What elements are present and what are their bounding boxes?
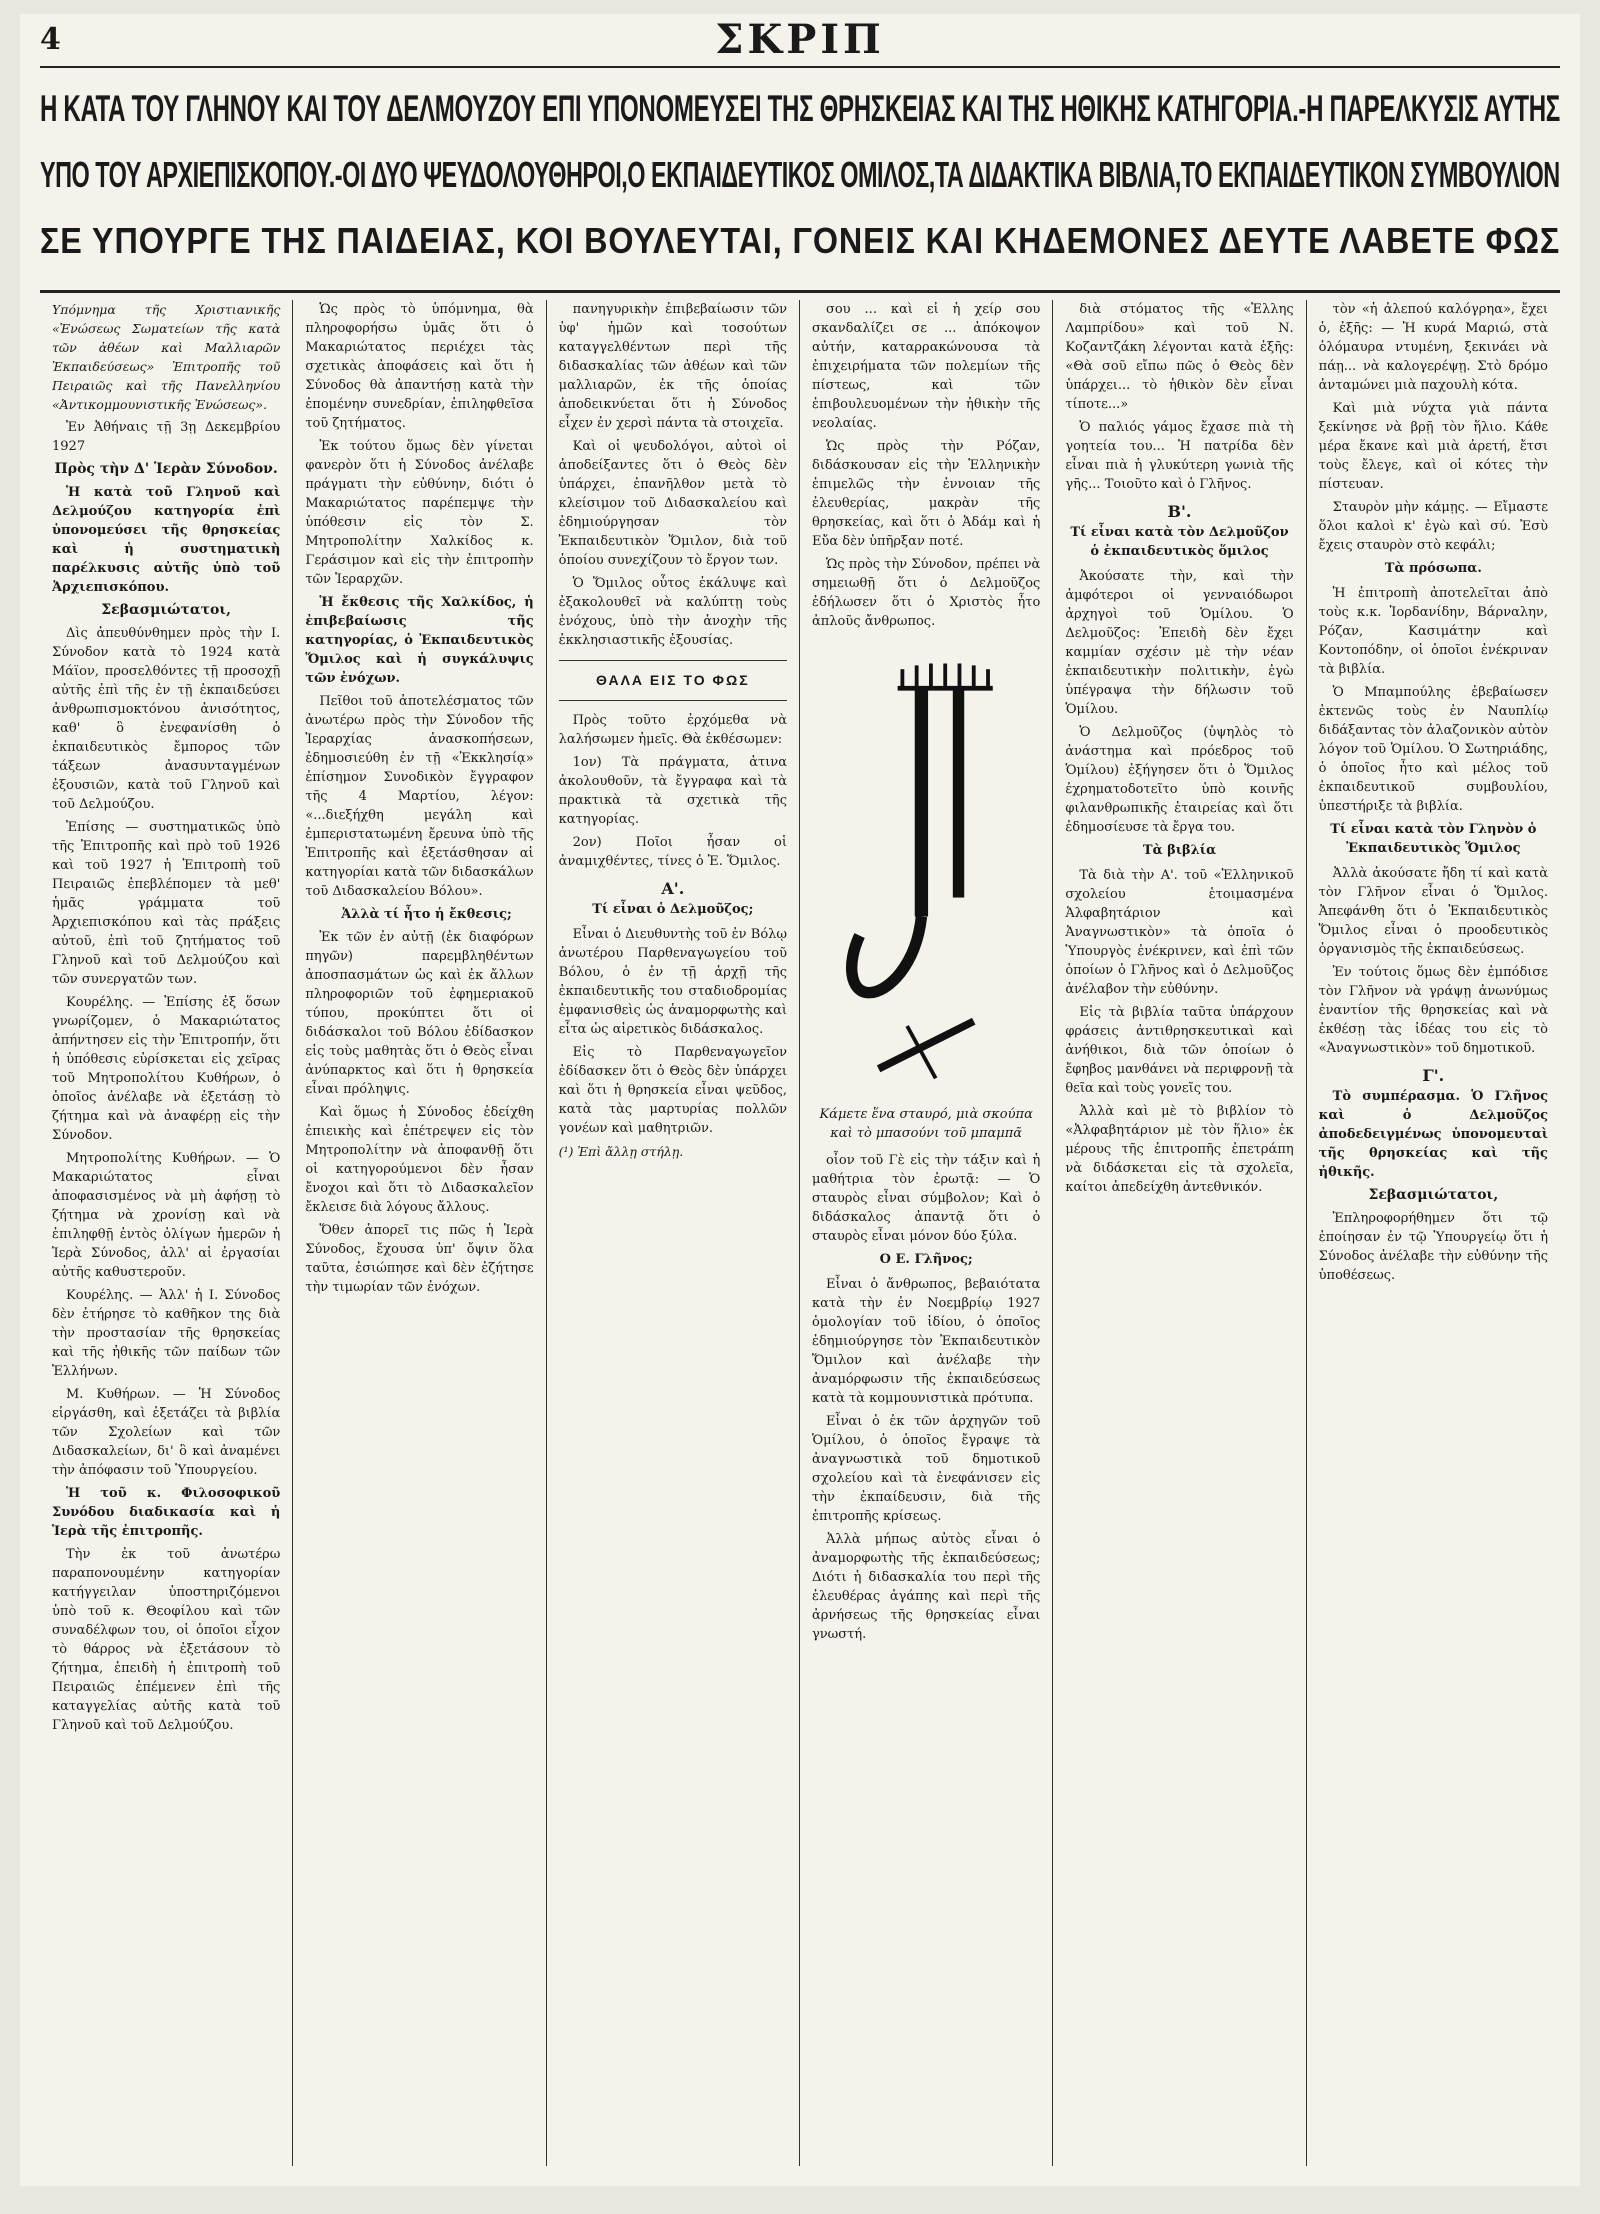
paragraph: πανηγυρικὴν ἐπιβεβαίωσιν τῶν ὑφ' ἡμῶν καὶ τοσούτων καταγγελθέντων περὶ τῆς διδασκαλίας τῶν ἀθέων καὶ τῶν μαλλιαρῶν, ἐκ τῆς ὁποίας ἀποδεικνύεται ὅτι ἡ Σύνοδος εἶχεν ἐν χερσὶ πάντα τὰ στοιχεῖα. <box>558 302 787 431</box>
headline-line-1: Η ΚΑΤΑ ΤΟΥ ΓΛΗΝΟΥ ΚΑΙ ΤΟΥ ΔΕΛΜΟΥΖΟΥ ΕΠΙ ΥΠΟΝΟΜΕΥΣΕΙ ΤΗΣ ΘΡΗΣΚΕΙΑΣ ΚΑΙ ΤΗΣ ΗΘΙΚΗΣ ΚΑΤΗΓΟΡΙΑ.-Η ΠΑΡΕΛΚΥΣΙΣ ΑΥΤΗΣ <box>40 88 1560 129</box>
paragraph: Ὅθεν ἀπορεῖ τις πῶς ἡ Ἱερὰ Σύνοδος, ἔχουσα ὑπ' ὄψιν ὅλα ταῦτα, ἐσιώπησε καὶ δὲν ἐζήτησε τὴν τιμωρίαν τῶν ἐνόχων. <box>305 1223 534 1295</box>
cross-broom-illustration <box>812 639 1040 1099</box>
memorandum-intro: Υπόμνημα τῆς Χριστιανικῆς «Ἑνώσεως Σωματείων τῆς κατὰ τῶν ἀθέων καὶ Μαλλιαρῶν Ἐκπαιδεύσεως» Ἐπιτροπῆς τοῦ Πειραιῶς καὶ τῆς Πανελληνίου «Ἀντικομμουνιστικῆς Ἑνώσεως». <box>52 302 281 412</box>
section-letter: Β'. <box>1167 502 1192 521</box>
paragraph: Ἐπίσης — συστηματικῶς ὑπὸ τῆς Ἐπιτροπῆς καὶ πρὸ τοῦ 1926 καὶ τοῦ 1927 ἡ Ἐπιτροπὴ τοῦ Πειραιῶς ἐπεβλέπομεν τὰ μεθ' ἡμᾶς γράμματα τοῦ Ἀρχιεπισκόπου καὶ τὰς πράξεις αὐτοῦ, ἐπὶ τοῦ ζητήματος τοῦ Γληνοῦ καὶ τοῦ Δελμούζου καὶ τῶν συνεργατῶν των. <box>52 820 281 987</box>
paragraph: Ἡ ἐπιτροπὴ ἀποτελεῖται ἀπὸ τοὺς κ.κ. Ἰορδανίδην, Βάρναλην, Ρόζαν, Κασιμάτην καὶ Κοντοπόδην, οἱ ὁποῖοι ἐνέκριναν τὰ βιβλία. <box>1318 586 1548 677</box>
question-heading: Ἀλλὰ τί ἦτο ἡ ἔκθεσις; <box>341 907 512 922</box>
paragraph: Κουρέλης. — Ἐπίσης ἐξ ὅσων γνωρίζομεν, ὁ Μακαριώτατος ἀπήντησεν εἰς τὴν Ἐπιτροπήν, ὅτι ἡ ὑπόθεσις εὑρίσκεται εἰς χεῖρας τοῦ Μητροπολίτου Κυθήρων, ὁ ὁποῖος ἀνέλαβε νὰ ἐξετάσῃ τὸ ζήτημα καὶ νὰ ἀναφέρῃ εἰς τὴν Σύνοδον. <box>52 995 281 1143</box>
section-title: Τί εἶναι κατὰ τὸν Γληνὸν ὁ Ἐκπαιδευτικὸς Ὅμιλος <box>1330 822 1537 856</box>
paragraph: Καὶ οἱ ψευδολόγοι, αὐτοὶ οἱ ἀποδείξαντες ὅτι ὁ Θεὸς δὲν ὑπάρχει, ἐπανῆλθον μετὰ τὸ κλείσιμον τοῦ Διδασκαλείου καὶ ἐδημιούργησαν τὸν Ἐκπαιδευτικὸν Ὅμιλον, διὰ τοῦ ὁποίου συνεχίζουν τὸ ἔργον των. <box>558 439 787 568</box>
masthead: ΣΚΡΙΠ <box>715 16 885 63</box>
section-title: Τί εἶναι ὁ Δελμοῦζος; <box>592 902 754 917</box>
salutation: Σεβασμιώτατοι, <box>1368 1187 1499 1203</box>
paragraph: Ἐπληροφορήθημεν ὅτι τῷ ἐποίησαν ἐν τῷ Ὑπουργείῳ ὅτι ἡ Σύνοδος ἀνέλαβε τὴν εὐθύνην τῆς ὑποθέσεως. <box>1318 1211 1548 1283</box>
divider <box>559 700 787 701</box>
divider <box>559 660 787 661</box>
section-title: Τὰ πρόσωπα. <box>1384 561 1482 576</box>
paragraph: 2ον) Ποῖοι ἦσαν οἱ ἀναμιχθέντες, τίνες ὁ Ἑ. Ὅμιλος. <box>558 835 787 869</box>
paragraph: Πεῖθοι τοῦ ἀποτελέσματος τῶν ἀνωτέρω πρὸς τὴν Σύνοδον τῆς Ἱεραρχίας ἀνασκοπήσεων, ἐδημοσιεύθη ἐν τῇ «Ἐκκλησίᾳ» ἐπίσημον Συνοδικὸν ἔγγραφον τῆς 4 Μαρτίου, λέγον: «...διεξήχθη μεγάλη καὶ ἐμπεριστατωμένη ἔρευνα ὑπὸ τῆς Ἐπιτροπῆς καὶ ἐξετάσθησαν αἱ κατηγορίαι κατὰ τῶν διδασκάλων τοῦ Διδασκαλείου Βόλου». <box>305 694 534 899</box>
headline-line-3: ΣΕ ΥΠΟΥΡΓΕ ΤΗΣ ΠΑΙΔΕΙΑΣ, ΚΟΙ ΒΟΥΛΕΥΤΑΙ, ΓΟΝΕΙΣ ΚΑΙ ΚΗΔΕΜΟΝΕΣ ΔΕΥΤΕ ΛΑΒΕΤΕ ΦΩΣ <box>40 220 1561 261</box>
illustration-caption: Κάμετε ἕνα σταυρό, μιὰ σκούπα καὶ τὸ μπασούνι τοῦ μπαμπᾶ <box>819 1107 1033 1141</box>
headline-block <box>40 76 1560 286</box>
paragraph: Τὰ διὰ τὴν Α'. τοῦ «Ἑλληνικοῦ σχολείου ἑτοιμασμένα Ἀλφαβητάριον καὶ Ἀναγνωστικὸν» τὰ ὁποῖα ὁ Ὑπουργὸς ἐνέκρινεν, καὶ ἐπὶ τῶν ὁποίων ὁ Γλῆνος καὶ ὁ Δελμοῦζος ἀνέλαβον τὴν εὐθύνην. <box>1065 868 1294 997</box>
paragraph: Ἀλλὰ καὶ μὲ τὸ βιβλίον τὸ «Ἀλφαβητάριον μὲ τὸν ἥλιο» ἐκ μέρους τῆς ἐπιτροπῆς ἐπετράπη νὰ διδάσκεται εἰς τὰ σχολεῖα, καίτοι ἀπεδείχθη ἀντεθνικόν. <box>1065 1104 1294 1195</box>
page-number: 4 <box>40 22 61 57</box>
paragraph: Ἀλλὰ μήπως αὐτὸς εἶναι ὁ ἀναμορφωτὴς τῆς ἐκπαιδεύσεως; Διότι ἡ διδασκαλία του περὶ τῆς ἐλευθέρας ἀγάπης καὶ περὶ τῆς ἀρνήσεως τῆς θρησκείας εἶναι γνωστή. <box>811 1532 1041 1642</box>
paragraph: σου ... καὶ εἰ ἡ χείρ σου σκανδαλίζει σε ... ἀπόκοψον αὐτήν, καταρρακώνουσα τὰ ἐπιχειρήματα τῶν πολεμίων τῆς πίστεως, καὶ τῶν ἐπιβουλευομένων τὴν ἠθικὴν τῆς νεολαίας. <box>811 302 1041 431</box>
column-3 <box>547 300 800 2166</box>
paragraph: Ἐκ τούτου ὅμως δὲν γίνεται φανερὸν ὅτι ἡ Σύνοδος ἀνέλαβε πράγματι τὴν εὐθύνην, διότι ὁ Μακαριώτατος παρέπεμψε τὴν ὑπόθεσιν εἰς τὸν Σ. Μητροπολίτην Χαλκίδος κ. Γεράσιμον καὶ εἰς τὴν ἐπιτροπὴν τῶν Ἱεραρχῶν. <box>305 439 534 587</box>
column-2 <box>293 300 546 2166</box>
conclusion-heading: Τὸ συμπέρασμα. Ὁ Γλῆνος καὶ ὁ Δελμοῦζος ἀποδεδειγμένως ὑπονομευταὶ τῆς θρησκείας καὶ τῆς ἠθικῆς. <box>1318 1089 1548 1180</box>
paragraph: τὸν «ἡ ἀλεπού καλόγρηα», ἔχει ὁ, ἐξῆς: — Ἡ κυρά Μαριώ, στὰ ὁλόμαυρα ντυμένη, ξεκινάει νὰ πάῃ... νὰ καλογερέψῃ. Στὸ δρόμο ἀνταμώνει μιὰ παχουλὴ κότα. <box>1318 302 1548 393</box>
section-title: Ο Ε. Γλῆνος; <box>879 1252 973 1267</box>
paragraph: Ὁ Ὅμιλος οὗτος ἐκάλυψε καὶ ἐξακολουθεῖ νὰ καλύπτῃ τοὺς ἐνόχους, ὑπὸ τὴν ἀνοχὴν τῆς ἐκκλησιαστικῆς ἐξουσίας. <box>558 576 787 648</box>
paragraph: Ὁ παλιός γάμος ἔχασε πιὰ τὴ γοητεία του... Ἡ πατρίδα δὲν εἶναι πιὰ ἡ γλυκύτερη γωνιὰ τῆς γῆς... Τοιοῦτο καὶ ὁ Γλῆνος. <box>1065 420 1294 492</box>
column-1 <box>40 300 293 2166</box>
paragraph: Κουρέλης. — Ἀλλ' ἡ Ι. Σύνοδος δὲν ἐτήρησε τὸ καθῆκον της διὰ τὴν προστασίαν τῆς θρησκείας καὶ τῆς ἠθικῆς τῶν παίδων τῶν Ἑλλήνων. <box>52 1288 281 1379</box>
newspaper-page <box>20 14 1580 2186</box>
subheading: Ἡ ἔκθεσις τῆς Χαλκίδος, ἡ ἐπιβεβαίωσις τῆς κατηγορίας, ὁ Ἐκπαιδευτικὸς Ὅμιλος καὶ ἡ συγκάλυψις τῶν ἐνόχων. <box>305 595 534 686</box>
paragraph: Εἰς τὸ Παρθεναγωγεῖον ἐδίδασκεν ὅτι ὁ Θεὸς δὲν ὑπάρχει καὶ ὅτι ἡ θρησκεία εἶναι ψεῦδος, κατὰ τὰς μαρτυρίας πολλῶν γονέων καὶ μαθητριῶν. <box>558 1045 787 1136</box>
paragraph: Ἐκ τῶν ἐν αὐτῇ (ἐκ διαφόρων πηγῶν) παρεμβληθέντων ἀποσπασμάτων ὡς καὶ ἐκ ἄλλων πληροφοριῶν τοῦ ἐφημεριακοῦ τύπου, προκύπτει ὅτι οἱ διδάσκαλοι τοῦ Βόλου ἐδίδασκον εἰς τοὺς μαθητὰς ὅτι ὁ Θεὸς εἶναι ἀνύπαρκτος καὶ ὅτι ἡ θρησκεία εἶναι πρόληψις. <box>305 930 534 1097</box>
column-6 <box>1307 300 1560 2166</box>
paragraph: Εἶναι ὁ ἄνθρωπος, βεβαιότατα κατὰ τὴν ἐν Νοεμβρίῳ 1927 ὁμολογίαν τοῦ ἰδίου, ὁ ὁποῖος ἐδημιούργησε τὸν Ἐκπαιδευτικὸν Ὅμιλον καὶ ἀνέλαβε τὴν ἀναμόρφωσιν τῆς ἐκπαιδεύσεως κατὰ τὰ κομμουνιστικὰ πρότυπα. <box>811 1277 1041 1406</box>
section-letter: Α'. <box>661 879 685 898</box>
paragraph: Δὶς ἀπευθύνθημεν πρὸς τὴν Ι. Σύνοδον κατὰ τὸ 1924 κατὰ Μάϊον, προσελθόντες τῇ προσοχῇ αὐτῆς ἐπὶ τῆς ἐν τῇ ἐκπαιδεύσει ἀνθρωπισμοκτόνου ἀνισότητος, καθ' ὃ ἐνεφανίσθη ὁ ἐκπαιδευτικὸς ἔμπορος τῶν τάξεων ἀνασυνταγμένων ἐξουσιῶν, κατὰ τοῦ Γληνοῦ καὶ τοῦ Δελμούζου. <box>52 626 281 812</box>
column-5 <box>1053 300 1306 2166</box>
dateline: Ἐν Ἀθήναις τῇ 3ῃ Δεκεμβρίου 1927 <box>52 420 281 454</box>
paragraph: Καὶ ὅμως ἡ Σύνοδος ἐδείχθη ἐπιεικὴς καὶ ἐπέτρεψεν εἰς τὸν Μητροπολίτην νὰ ἀποφανθῇ ὅτι οἱ κατηγορούμενοι δὲν ἦσαν ἔνοχοι καὶ ὅτι τὸ Διδασκαλεῖον ἔκλεισε διὰ λόγους ἄλλους. <box>305 1105 534 1215</box>
headline-rule <box>40 290 1560 293</box>
paragraph: Ἀλλὰ ἀκούσατε ἤδη τί καὶ κατὰ τὸν Γλῆνον εἶναι ὁ Ὅμιλος. Ἀπεφάνθη ὅτι ὁ Ἐκπαιδευτικὸς Ὅμιλος εἶναι ὁ προοδευτικὸς ὀργανισμὸς τῆς ἐκπαιδεύσεως. <box>1318 866 1548 957</box>
footnote: (¹) Ἐπὶ ἄλλῃ στήλῃ. <box>558 1144 684 1159</box>
section-heading: ΘΑΛΑ ΕΙΣ ΤΟ ΦΩΣ <box>595 672 750 688</box>
paragraph: Καὶ μιὰ νύχτα γιὰ πάντα ξεκίνησε νὰ βρῇ τὸν ἥλιο. Κάθε μέρα ἔκανε καὶ μιὰ ἀρετή, ἔτσι τοὺς ἔλεγε, καὶ οἱ κότες τὴν πίστευαν. <box>1318 401 1548 492</box>
section-title: Τί εἶναι κατὰ τὸν Δελμοῦζον ὁ ἐκπαιδευτικὸς ὅμιλος <box>1070 525 1289 559</box>
headline-line-2: ΥΠΟ ΤΟΥ ΑΡΧΙΕΠΙΣΚΟΠΟΥ.-ΟΙ ΔΥΟ ΨΕΥΔΟΛΟΥΘΗΡΟΙ,Ο ΕΚΠΑΙΔΕΥΤΙΚΟΣ ΟΜΙΛΟΣ,ΤΑ ΔΙΔΑΚΤΙΚΑ ΒΙΒΛΙΑ,ΤΟ ΕΚΠΑΙΔΕΥΤΙΚΟΝ ΣΥΜΒΟΥΛΙΟΝ <box>40 154 1560 195</box>
paragraph: Ὁ Δελμοῦζος (ὑψηλὸς τὸ ἀνάστημα καὶ πρόεδρος τοῦ Ὁμίλου) ἐξήγησεν ὅτι ὁ Ὅμιλος ἐχρηματοδοτεῖτο ὑπὸ κοινῆς φιλανθρωπικῆς ἑταιρείας καὶ ὅτι ἐδημοσίευσε τὰ ἔργα του. <box>1065 725 1294 835</box>
section-letter: Γ'. <box>1422 1066 1445 1085</box>
paragraph: Τὴν ἐκ τοῦ ἀνωτέρω παραπονουμένην κατηγορίαν κατήγγειλαν ὑποστηριζόμενοι ὑπὸ τοῦ κ. Θεοφίλου καὶ τῶν συναδέλφων του, οἱ ὁποῖοι εἶχον τὸ θάρρος νὰ ἐξετάσουν τὸ ζήτημα, ἐπειδὴ ἡ ἐπιτροπὴ τοῦ Πειραιῶς ἐπέμενεν ἐπὶ τῆς καταγγελίας αὐτῆς κατὰ τοῦ Γληνοῦ καὶ τοῦ Δελμούζου. <box>52 1547 281 1733</box>
cross-icon <box>879 1021 974 1078</box>
subheading: Ἡ τοῦ κ. Φιλοσοφικοῦ Συνόδου διαδικασία καὶ ἡ Ἱερὰ τῆς ἐπιτροπῆς. <box>52 1486 281 1539</box>
paragraph: 1ον) Τὰ πράγματα, ἀτινα ἀκολουθοῦν, τὰ ἔγγραφα καὶ τὰ πρακτικὰ τὰ σχετικὰ τῆς κατηγορίας. <box>558 755 787 827</box>
paragraph: Ὡς πρὸς τὴν Ρόζαν, διδάσκουσαν εἰς τὴν Ἑλληνικὴν ἐπιμελῶς τὴν ἐννοιαν τῆς ἐλευθερίας, μακρὰν τῆς θρησκείας, καὶ ὅτι ὁ Ἀδάμ καὶ ἡ Εὔα δὲν ὑπῆρξαν ποτέ. <box>811 439 1041 549</box>
top-bar <box>40 14 1560 68</box>
paragraph: Εἰς τὰ βιβλία ταῦτα ὑπάρχουν φράσεις ἀντιθρησκευτικαὶ καὶ ἀνήθικοι, διὰ τῶν ὁποίων ὁ ἔφηβος μανθάνει νὰ περιφρονῇ τὰ θεῖα καὶ τοὺς γονεῖς του. <box>1065 1005 1294 1096</box>
paragraph: διὰ στόματος τῆς «Ἑλλης Λαμπρίδου» καὶ τοῦ Ν. Κοζαντζάκη λέγονται κατὰ ἐξῆς: «Θὰ σοῦ εἴπω πῶς ὁ Θεὸς δὲν ὑπάρχει... τὸ ἡθικὸν δὲν εἶναι τίποτε...» <box>1065 302 1294 412</box>
paragraph: Εἶναι ὁ ἐκ τῶν ἀρχηγῶν τοῦ Ὁμίλου, ὁ ὁποῖος ἔγραψε τὰ ἀναγνωστικὰ τοῦ δημοτικοῦ σχολείου καὶ τὰ ἐνεφάνισεν εἰς τὴν ἐκπαίδευσιν, διὰ τῆς ἐπιτροπῆς κρίσεως. <box>811 1414 1041 1524</box>
paragraph: Ὡς πρὸς τὴν Σύνοδον, πρέπει νὰ σημειωθῇ ὅτι ὁ Δελμοῦζος ἐδήλωσεν ὅτι ὁ Χριστὸς ἦτο ἀπλοῦς ἄνθρωπος. <box>811 557 1041 629</box>
paragraph: Ὁ Μπαμπούλης ἐβεβαίωσεν ἐκτενῶς τοὺς ἐν Ναυπλίῳ διδάξαντας τὸν ἀλαζονικὸν αὐτὸν λόγον τοῦ Ὁμίλου. Ὁ Σωτηριάδης, ὁ ὁποῖος ἦτο καὶ μέλος τοῦ ἐκπαιδευτικοῦ συμβουλίου, ὑπεστήριξε τὰ βιβλία. <box>1318 685 1548 814</box>
paragraph: Μητροπολίτης Κυθήρων. — Ὁ Μακαριώτατος εἶναι ἀποφασισμένος νὰ μὴ ἀφήσῃ τὸ ζήτημα νὰ χρονίσῃ καὶ νὰ ἐπιληφθῇ ἐντὸς ὀλίγων ἡμερῶν ἡ Ἱερὰ Σύνοδος, ἀλλ' αἱ ἐργασίαι αὐτῆς καθυστεροῦν. <box>52 1151 281 1280</box>
paragraph: Εἶναι ὁ Διευθυντὴς τοῦ ἐν Βόλῳ ἀνωτέρου Παρθεναγωγείου τοῦ Βόλου, ὁ ἐν τῇ ἀρχῇ τῆς ἐκπαιδευτικῆς του σταδιοδρομίας ἐμφανισθεὶς ὡς ἀναμορφωτὴς καὶ εἶτα ὡς αἱρετικὸς διδάσκαλος. <box>558 927 787 1037</box>
article-columns <box>40 300 1560 2166</box>
broom-icon <box>898 663 993 688</box>
paragraph: Ὡς πρὸς τὸ ὑπόμνημα, θὰ πληροφορήσω ὑμᾶς ὅτι ὁ Μακαριώτατος περιέχει τὰς σχετικὰς ἀποφάσεις καὶ ὅτι ἡ Σύνοδος θὰ ἀπαντήσῃ κατὰ τὴν ἐπομένην συνεδρίαν, ἐπιληφθεῖσα τοῦ ζητήματος. <box>305 302 534 431</box>
paragraph: Ἀκούσατε τὴν, καὶ τὴν ἀμφότεροι οἱ γενναιόδωροι ἀρχηγοὶ τοῦ Ὁμίλου. Ὁ Δελμοῦζος: Ἐπειδὴ δὲν ἔχει καμμίαν σχέσιν μὲ τὴν νέαν ἐκπαιδευτικὴν πολιτικὴν, ἐγὼ ὑπέγραψα τὴν δήλωσιν τοῦ Ὁμίλου. <box>1065 569 1294 717</box>
section-title: Τὰ βιβλία <box>1142 843 1217 858</box>
paragraph: οἶον τοῦ Γὲ εἰς τὴν τάξιν καὶ ἡ μαθήτρια τὸν ἐρωτᾷ: — Ὁ σταυρὸς εἶναι σύμβολον; Καὶ ὁ διδάσκαλος ἀπαντᾷ ὅτι ὁ σταυρὸς εἶναι μόνον δύο ξύλα. <box>811 1153 1041 1244</box>
addressee: Πρὸς τὴν Δ' Ἱερὰν Σύνοδον. <box>54 461 278 477</box>
paragraph: Ἐν τούτοις ὅμως δὲν ἐμπόδισε τὸν Γλῆνον νὰ γράψῃ ἀνωνύμως ἐναντίον τῆς θρησκείας καὶ νὰ ἐκθέσῃ τὰς ἰδέας του εἰς τὸ «Ἀναγνωστικὸν» τοῦ δημοτικοῦ. <box>1318 965 1548 1056</box>
paragraph: Μ. Κυθήρων. — Ἡ Σύνοδος εἰργάσθη, καὶ ἐξετάζει τὰ βιβλία τῶν Σχολείων καὶ τῶν Διδασκαλείων, δι' ὃ καὶ ἀναμένει τὴν ἀπόφασιν τοῦ Ὑπουργείου. <box>52 1387 281 1478</box>
paragraph: Σταυρὸν μὴν κάμῃς. — Εἴμαστε ὅλοι καλοὶ κ' ἐγὼ καὶ σύ. Ἐσὺ ἔχεις σταυρὸν στὸ κεφάλι; <box>1318 500 1548 553</box>
paragraph: Πρὸς τοῦτο ἐρχόμεθα νὰ λαλήσωμεν ἡμεῖς. Θὰ ἐκθέσωμεν: <box>558 713 787 747</box>
lead-paragraph: Ἡ κατὰ τοῦ Γληνοῦ καὶ Δελμούζου κατηγορία ἐπὶ ὑπονομεύσει τῆς θρησκείας καὶ ἡ συστηματικὴ παρέλκυσις αὐτῆς ὑπὸ τοῦ Ἀρχιεπισκόπου. <box>52 485 281 595</box>
column-4 <box>800 300 1053 2166</box>
salutation: Σεβασμιώτατοι, <box>101 602 232 618</box>
